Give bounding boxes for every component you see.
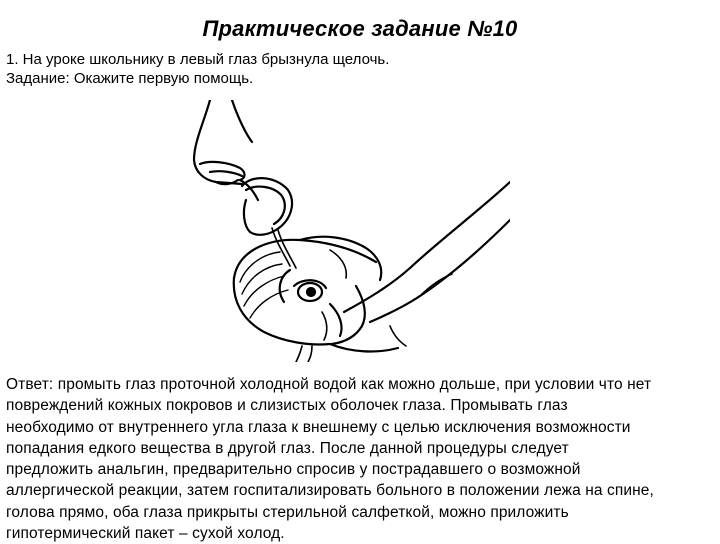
answer-line: необходимо от внутреннего угла глаза к внешнему с целью исключения возможности [6,418,631,436]
answer-line: предложить анальгин, предварительно спросив у пострадавшего о возможной [6,461,581,479]
task-text [6,50,706,88]
answer-text [6,374,716,544]
task-line-1: 1. На уроке школьнику в левый глаз брызнула щелочь. [6,51,390,68]
answer-line: гипотермический пакет – сухой холод. [6,525,285,543]
answer-line: аллергической реакции, затем госпитализировать больного в положении лежа на спине, [6,482,654,500]
answer-line: голова прямо, оба глаза прикрыты стерильной салфеткой, можно приложить [6,503,569,521]
task-line-2: Задание: Окажите первую помощь. [6,70,254,87]
answer-line: повреждений кожных покровов и слизистых оболочек глаза. Промывать глаз [6,397,568,415]
page-title: Практическое задание №10 [202,16,518,41]
answer-line: Ответ: промыть глаз проточной холодной водой как можно дольше, при условии что нет [6,376,652,393]
answer-line: попадания едкого вещества в другой глаз. После данной процедуры следует [6,439,569,457]
eye-wash-illustration [180,100,510,362]
